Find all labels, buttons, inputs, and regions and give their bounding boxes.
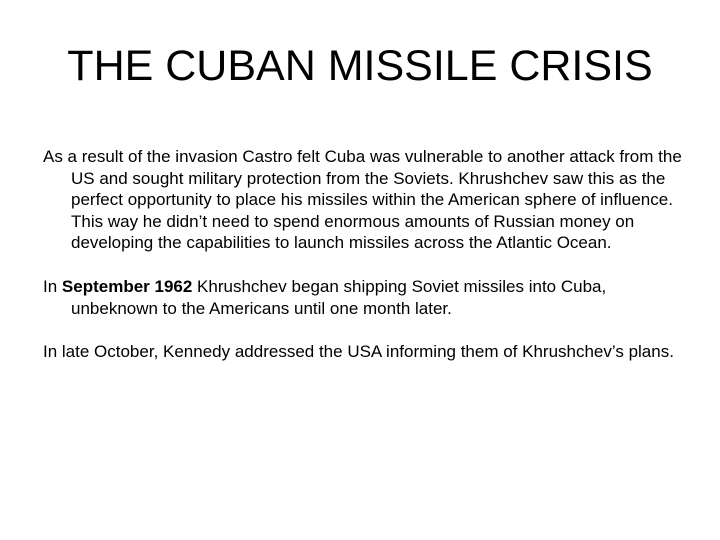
slide-title: THE CUBAN MISSILE CRISIS bbox=[67, 42, 653, 90]
paragraph-invasion: As a result of the invasion Castro felt Cuba was vulnerable to another attack from the US and sought military protection from the Soviets. Khrushchev saw this as the perfect opportunity to place his missiles within the American sphere of influence. This way he didn’t need to spend enormous amounts of Russian money on developing the capabilities to launch missiles across the Atlantic Ocean. bbox=[43, 147, 682, 253]
slide-body bbox=[43, 146, 683, 385]
paragraph-september-text: Khrushchev began shipping Soviet missiles into Cuba, unbeknown to the Americans until one month later. bbox=[71, 276, 607, 318]
date-highlight: September 1962 bbox=[61, 276, 193, 296]
paragraph-september bbox=[43, 276, 683, 319]
paragraph-september-prefix: In bbox=[43, 276, 62, 296]
paragraph-october: In late October, Kennedy addressed the USA informing them of Khrushchev’s plans. bbox=[43, 342, 674, 362]
